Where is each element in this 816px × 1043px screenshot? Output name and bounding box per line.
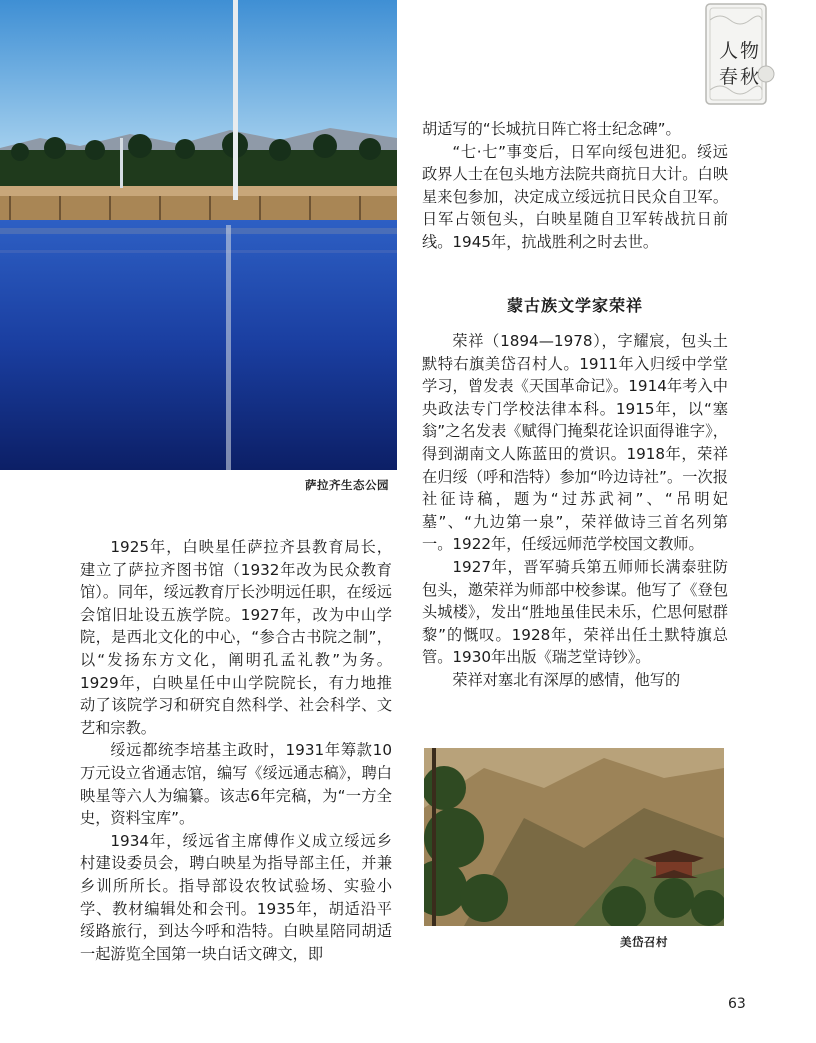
paragraph: 1934年，绥远省主席傅作义成立绥远乡村建设委员会，聘白映星为指导部主任，并兼乡训所所长。指导部设农牧试验场、实验小学、教材编辑处和会刊。1935年，胡适沿平绥路旅行，到达今呼和浩特。白映星陪同胡适一起游览全国第一块白话文碑文，即: [80, 831, 392, 963]
paragraph: 绥远都统李培基主政时，1931年筹款10万元设立省通志馆，编写《绥远通志稿》，聘白映星等六人为编纂。该志6年完稿，为“一方全史，资料宝库”。: [80, 741, 392, 828]
column-badge: [704, 2, 776, 108]
page-number: 63: [728, 996, 746, 1012]
paragraph: 1925年，白映星任萨拉齐县教育局长，建立了萨拉齐图书馆（1932年改为民众教育馆）。同年，绥远教育厅长沙明远任职，在绥远会馆旧址设五族学院。1927年，改为中山学院，是西北文化的中心，“参合古书院之制”，以“发扬东方文化，阐明孔孟礼教”为务。1929年，白映星任中山学院院长，有力地推动了该院学习和研究自然科学、社会科学、文艺和宗教。: [80, 538, 392, 737]
right-column-middle: [422, 330, 728, 692]
village-photo-caption: 美岱召村: [620, 935, 668, 949]
paragraph: 胡适写的“长城抗日阵亡将士纪念碑”。: [422, 120, 681, 138]
paragraph: 荣祥对塞北有深厚的感情，他写的: [452, 670, 681, 689]
paragraph: 1927年，晋军骑兵第五师师长满泰驻防包头，邀荣祥为师部中校参谋。他写了《登包头城楼》，发出“胜地虽佳民未乐，伫思何慰群黎”的慨叹。1928年，荣祥出任土默特旗总管。1930年出版《瑞芝堂诗钞》。: [422, 557, 728, 667]
left-column: [80, 536, 392, 965]
lake-park-photo: [0, 0, 397, 470]
paragraph: “七·七”事变后，日军向绥包进犯。绥远政界人士在包头地方法院共商抗日大计。白映星来包参加，决定成立绥远抗日民众自卫军。日军占领包头，白映星随自卫军转战抗日前线。1945年，抗战胜利之时去世。: [422, 142, 728, 251]
paragraph: 荣祥（1894—1978），字耀宸，包头土默特右旗美岱召村人。1911年入归绥中学堂学习，曾发表《天国革命记》。1914年考入中央政法专门学校法律本科。1915年，以“塞翁”之名发表《赋得门掩梨花诠识面得谁字》，得到湖南文人陈蓝田的赏识。1918年，荣祥在归绥（呼和浩特）参加“吟边诗社”。一次报社征诗稿，题为“过苏武祠”、“吊明妃墓”、“九边第一泉”，荣祥做诗三首名列第一。1922年，任绥远师范学校国文教师。: [422, 332, 728, 554]
right-column-top: [422, 118, 728, 254]
badge-line-2: 春秋: [718, 66, 761, 88]
section-title: 蒙古族文学家荣祥: [506, 296, 643, 315]
lake-photo-caption: 萨拉齐生态公园: [305, 478, 389, 492]
badge-line-1: 人物: [718, 40, 761, 62]
village-photo: [424, 748, 724, 926]
